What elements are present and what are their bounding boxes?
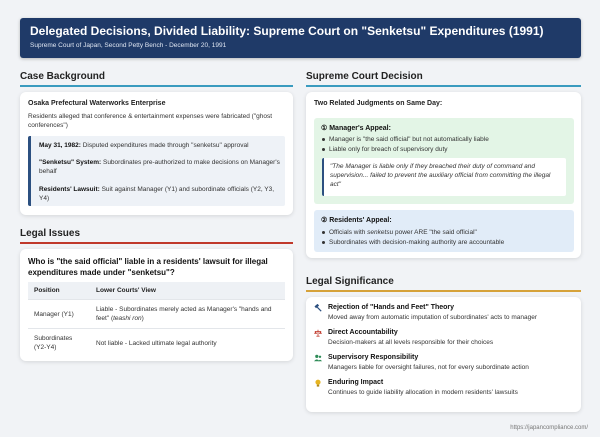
decision-underline — [306, 85, 581, 87]
significance-item-title: Supervisory Responsibility — [328, 354, 419, 361]
decision-card — [306, 92, 581, 258]
significance-item-title: Enduring Impact — [328, 379, 384, 386]
position-cell: Manager (Y1) — [28, 300, 90, 329]
view-cell: Liable - Subordinates merely acted as Manager's "hands and feet" (teashi ron) — [90, 300, 285, 329]
bulb-icon — [314, 379, 322, 387]
view-cell: Not liable - Lacked ultimate legal authority — [90, 329, 285, 358]
significance-title: Legal Significance — [306, 276, 394, 287]
significance-item-desc: Decision-makers at all levels responsible for their choices — [328, 339, 494, 346]
legal-issues-card — [20, 249, 293, 361]
residents-appeal-title: ② Residents' Appeal: — [321, 217, 392, 224]
case-description: Residents alleged that conference & entertainment expenses were fabricated ("ghost conferences") — [28, 113, 273, 129]
case-fact-row: "Senketsu" System: Subordinates pre-authorized to make decisions on Manager's behalf — [39, 159, 280, 175]
residents-appeal-bullet: Subordinates with decision-making authority are accountable — [321, 238, 566, 247]
legal-question: Who is "the said official" liable in a residents' lawsuit for illegal expenditures made under "senketsu"? — [28, 257, 268, 277]
significance-item-title: Rejection of "Hands and Feet" Theory — [328, 304, 455, 311]
column-header-view: Lower Courts' View — [90, 282, 285, 300]
position-cell: Subordinates (Y2-Y4) — [28, 329, 90, 358]
page-title: Delegated Decisions, Divided Liability: Supreme Court on "Senketsu" Expenditures (1991) — [30, 24, 544, 38]
gavel-icon — [314, 304, 322, 312]
manager-appeal-title: ① Manager's Appeal: — [321, 125, 391, 132]
significance-card — [306, 297, 581, 412]
case-background-underline — [20, 85, 293, 87]
case-fact-row: May 31, 1982: Disputed expenditures made through "senketsu" approval — [39, 142, 249, 149]
significance-underline — [306, 290, 581, 292]
manager-appeal-box — [314, 118, 574, 204]
manager-appeal-bullet: Manager is "the said official" but not automatically liable — [321, 135, 566, 144]
case-background-card — [20, 92, 293, 215]
column-header-position: Position — [28, 282, 90, 300]
users-icon — [314, 354, 322, 362]
case-fact-row: Residents' Lawsuit: Suit against Manager (Y1) and subordinate officials (Y2, Y3, Y4) — [39, 186, 275, 202]
significance-item-desc: Moved away from automatic imputation of subordinates' acts to manager — [328, 314, 537, 321]
page-subtitle: Supreme Court of Japan, Second Petty Bench - December 20, 1991 — [30, 42, 227, 49]
table-row — [28, 300, 285, 329]
decision-intro: Two Related Judgments on Same Day: — [314, 100, 443, 107]
residents-appeal-box — [314, 210, 574, 252]
decision-title: Supreme Court Decision — [306, 71, 423, 82]
significance-item-desc: Continues to guide liability allocation in modern residents' lawsuits — [328, 389, 518, 396]
legal-issues-title: Legal Issues — [20, 228, 81, 239]
table-row — [28, 329, 285, 358]
scale-icon — [314, 329, 322, 337]
manager-appeal-quote: "The Manager is liable only if they breached their duty of command and supervision... failed to prevent the auxiliary official from committing the illegal act" — [322, 158, 566, 196]
footer-url[interactable]: https://japancompliance.com/ — [510, 425, 588, 431]
case-heading: Osaka Prefectural Waterworks Enterprise — [28, 100, 166, 107]
significance-item-desc: Managers liable for oversight failures, not for every subordinate action — [328, 364, 529, 371]
positions-table — [28, 282, 285, 357]
legal-issues-underline — [20, 242, 293, 244]
case-facts-box — [28, 136, 285, 206]
case-background-title: Case Background — [20, 71, 106, 82]
page-header — [20, 18, 581, 58]
residents-appeal-bullet: Officials with senketsu power ARE "the said official" — [321, 228, 566, 237]
manager-appeal-bullet: Liable only for breach of supervisory duty — [321, 145, 566, 154]
significance-item-title: Direct Accountability — [328, 329, 398, 336]
